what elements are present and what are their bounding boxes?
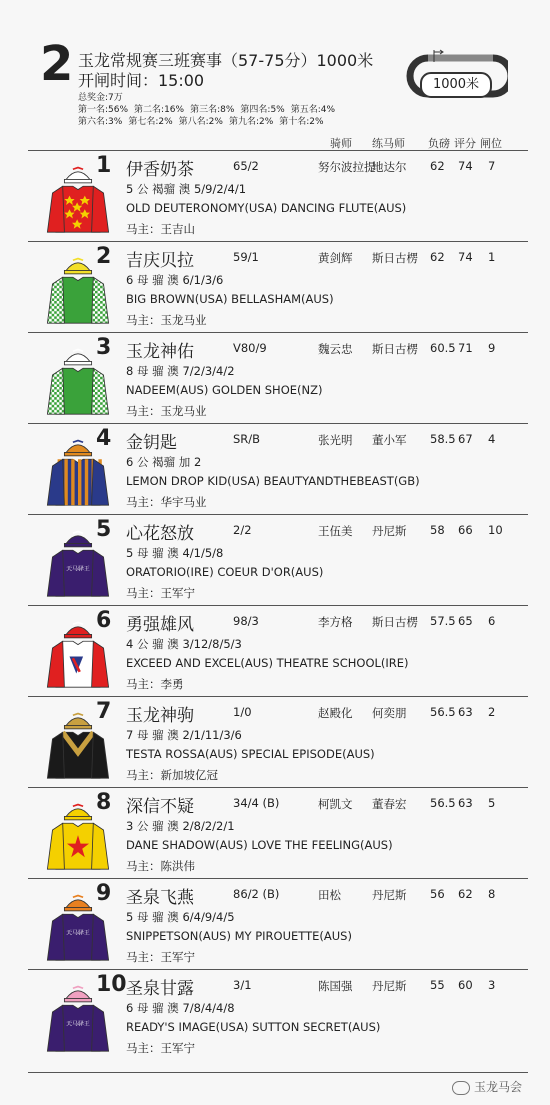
runner-row [28,696,528,787]
weight: 58 [430,523,445,537]
owner: 马主：王军宁 [126,586,195,600]
horse-name: 深信不疑 [126,797,194,817]
odds: 3/1 [233,978,252,992]
gate: 5 [488,796,496,810]
trainer-name: 丹尼斯 [372,979,407,993]
owner: 马主：华宇马业 [126,495,207,509]
owner: 马主：玉龙马业 [126,313,207,327]
odds: 65/2 [233,159,259,173]
trainer-name: 董小军 [372,433,407,447]
svg-text:天马驿王: 天马驿王 [66,1020,90,1028]
runner-number: 7 [96,699,112,724]
horse-info: 5 母 骝 澳 4/1/5/8 [126,546,224,560]
weight: 55 [430,978,445,992]
race-header [0,0,550,150]
runner-number: 8 [96,790,112,815]
trainer-name: 斯日古楞 [372,615,418,629]
runner-number: 10 [96,972,127,997]
watermark: 玉龙马会 [452,1078,522,1095]
rating: 60 [458,978,473,992]
col-rating: 评分 [454,137,476,150]
jockey-name: 黄剑辉 [318,251,353,265]
odds: 59/1 [233,250,259,264]
gate: 1 [488,250,496,264]
gate: 2 [488,705,496,719]
owner: 马主：玉龙马业 [126,404,207,418]
horse-name: 勇强雄风 [126,615,194,635]
pedigree: SNIPPETSON(AUS) MY PIROUETTE(AUS) [126,929,352,943]
race-start-time: 开闸时间：15:00 [78,71,205,90]
runner-row [28,878,528,969]
odds: SR/B [233,432,261,446]
race-title: 玉龙常规赛三班赛事（57-75分）1000米 [78,51,374,70]
pedigree: BIG BROWN(USA) BELLASHAM(AUS) [126,292,334,306]
total-prize: 总奖金:7万 [78,93,123,103]
horse-info: 3 公 骝 澳 2/8/2/2/1 [126,819,235,833]
owner: 马主：王军宁 [126,950,195,964]
horse-info: 7 母 骝 澳 2/1/11/3/6 [126,728,242,742]
weight: 60.5 [430,341,456,355]
jockey-name: 田松 [318,888,341,902]
runner-number: 4 [96,426,112,451]
trainer-name: 董春宏 [372,797,407,811]
odds: 2/2 [233,523,252,537]
col-weight: 负磅 [428,137,450,150]
runner-number: 3 [96,335,112,360]
runner-number: 5 [96,517,112,542]
horse-name: 圣泉飞燕 [126,888,194,908]
wechat-icon [452,1081,470,1095]
gate: 3 [488,978,496,992]
jockey-name: 王伍美 [318,524,353,538]
horse-info: 4 公 骝 澳 3/12/8/5/3 [126,637,242,651]
gate: 8 [488,887,496,901]
pedigree: OLD DEUTERONOMY(USA) DANCING FLUTE(AUS) [126,201,407,215]
footer-divider [28,1072,528,1073]
col-gate: 闸位 [480,137,502,150]
runner-row [28,423,528,514]
trainer-name: 斯日古楞 [372,342,418,356]
horse-name: 金钥匙 [126,433,177,453]
weight: 62 [430,250,445,264]
horse-info: 8 母 骝 澳 7/2/3/4/2 [126,364,235,378]
trainer-name: 丹尼斯 [372,888,407,902]
svg-text:天马驿王: 天马驿王 [66,929,90,937]
gate: 10 [488,523,503,537]
trainer-name: 地达尔 [372,160,407,174]
prize-row-1: 第一名:56% 第二名:16% 第三名:8% 第四名:5% 第五名:4% [78,105,336,115]
runner-row [28,787,528,878]
weight: 56.5 [430,796,456,810]
weight: 56 [430,887,445,901]
gate: 6 [488,614,496,628]
rating: 63 [458,796,473,810]
runner-number: 6 [96,608,112,633]
rating: 67 [458,432,473,446]
horse-info: 5 公 褐骝 澳 5/9/2/4/1 [126,182,247,196]
pedigree: LEMON DROP KID(USA) BEAUTYANDTHEBEAST(GB) [126,474,420,488]
odds: 98/3 [233,614,259,628]
runner-number: 1 [96,153,112,178]
owner: 马主：陈洪伟 [126,859,195,873]
jockey-name: 张光明 [318,433,353,447]
trainer-name: 丹尼斯 [372,524,407,538]
rating: 62 [458,887,473,901]
runner-row [28,605,528,696]
gate: 4 [488,432,496,446]
owner: 马主：王吉山 [126,222,195,236]
runner-number: 9 [96,881,112,906]
runner-row [28,332,528,423]
track-distance-label: 1000米 [420,72,492,98]
odds: 1/0 [233,705,252,719]
col-trainer: 练马师 [372,137,405,150]
jockey-name: 李方格 [318,615,353,629]
owner: 马主：王军宁 [126,1041,195,1055]
horse-info: 5 母 骝 澳 6/4/9/4/5 [126,910,235,924]
gate: 7 [488,159,496,173]
jockey-name: 努尔波拉提 [318,160,376,174]
svg-text:天马驿王: 天马驿王 [66,565,90,573]
prize-row-2: 第六名:3% 第七名:2% 第八名:2% 第九名:2% 第十名:2% [78,117,324,127]
runner-number: 2 [96,244,112,269]
odds: 86/2 (B) [233,887,280,901]
pedigree: READY'S IMAGE(USA) SUTTON SECRET(AUS) [126,1020,381,1034]
rating: 71 [458,341,473,355]
horse-name: 吉庆贝拉 [126,251,194,271]
horse-info: 6 公 褐骝 加 2 [126,455,202,469]
horse-name: 玉龙神驹 [126,706,194,726]
pedigree: TESTA ROSSA(AUS) SPECIAL EPISODE(AUS) [126,747,375,761]
weight: 62 [430,159,445,173]
rating: 66 [458,523,473,537]
pedigree: EXCEED AND EXCEL(AUS) THEATRE SCHOOL(IRE) [126,656,409,670]
rating: 74 [458,250,473,264]
weight: 57.5 [430,614,456,628]
odds: 34/4 (B) [233,796,280,810]
horse-name: 心花怒放 [126,524,194,544]
jockey-name: 陈国强 [318,979,353,993]
jockey-name: 魏云忠 [318,342,353,356]
trainer-name: 斯日古楞 [372,251,418,265]
jockey-name: 赵殿化 [318,706,353,720]
runner-row [28,150,528,241]
horse-name: 伊香奶茶 [126,160,194,180]
horse-info: 6 母 骝 澳 7/8/4/4/8 [126,1001,235,1015]
pedigree: DANE SHADOW(AUS) LOVE THE FEELING(AUS) [126,838,393,852]
odds: V80/9 [233,341,267,355]
pedigree: ORATORIO(IRE) COEUR D'OR(AUS) [126,565,324,579]
trainer-name: 何奕朋 [372,706,407,720]
col-jockey: 骑师 [330,137,352,150]
horse-info: 6 母 骝 澳 6/1/3/6 [126,273,224,287]
owner: 马主：新加坡亿冠 [126,768,218,782]
horse-name: 玉龙神佑 [126,342,194,362]
weight: 56.5 [430,705,456,719]
rating: 63 [458,705,473,719]
weight: 58.5 [430,432,456,446]
owner: 马主：李勇 [126,677,184,691]
rating: 65 [458,614,473,628]
race-number: 2 [40,36,74,92]
pedigree: NADEEM(AUS) GOLDEN SHOE(NZ) [126,383,323,397]
gate: 9 [488,341,496,355]
runner-row [28,241,528,332]
rating: 74 [458,159,473,173]
jockey-name: 柯凯文 [318,797,353,811]
runner-row [28,969,528,1060]
horse-name: 圣泉甘露 [126,979,194,999]
runner-row [28,514,528,605]
